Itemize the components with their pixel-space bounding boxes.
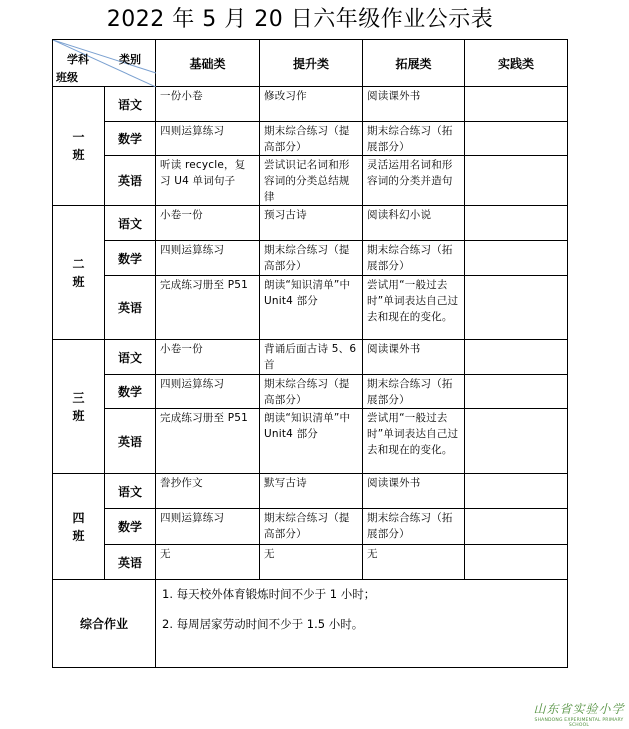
improve-cell: 期末综合练习（提高部分） [260,375,363,409]
school-logo-english: SHANDONG EXPERIMENTAL PRIMARY SCHOOL [534,718,624,728]
table-row [53,87,568,122]
extend-cell: 尝试用“一般过去时”单词表达自己过去和现在的变化。 [363,409,465,474]
school-logo-name: 山东省实验小学 [533,702,625,716]
table-row [53,409,568,474]
basic-cell: 誊抄作文 [156,474,260,509]
improve-cell: 期末综合练习（提高部分） [260,509,363,545]
basic-cell: 听读 recycle，复习 U4 单词句子 [156,156,260,206]
improve-cell: 默写古诗 [260,474,363,509]
table-row [53,276,568,340]
corner-class-label: 班级 [56,71,78,84]
extend-cell: 尝试用“一般过去时”单词表达自己过去和现在的变化。 [363,276,465,340]
improve-cell: 无 [260,545,363,580]
practice-cell [465,340,568,375]
subject-cell: 语文 [105,206,156,241]
extend-cell: 灵活运用名词和形容词的分类并造句 [363,156,465,206]
corner-subject-label: 学科 [67,53,89,66]
subject-cell: 英语 [105,409,156,474]
table-row [53,241,568,276]
class-name-cell [53,474,105,580]
improve-cell: 尝试识记名词和形容词的分类总结规律 [260,156,363,206]
basic-cell: 小卷一份 [156,340,260,375]
class-name: 四 班 [72,510,85,543]
summary-item: 1. 每天校外体育锻炼时间不少于 1 小时； [162,587,376,601]
practice-cell [465,375,568,409]
column-header-basic: 基础类 [156,40,260,87]
table-row [53,340,568,375]
improve-cell: 期末综合练习（提高部分） [260,241,363,276]
class-name: 二 班 [72,256,85,289]
basic-cell: 四则运算练习 [156,122,260,156]
table-row [53,474,568,509]
corner-category-label: 类别 [119,53,141,66]
extend-cell: 期末综合练习（拓展部分） [363,241,465,276]
practice-cell [465,409,568,474]
extend-cell: 期末综合练习（拓展部分） [363,509,465,545]
class-name-cell [53,206,105,340]
basic-cell: 一份小卷 [156,87,260,122]
subject-cell: 数学 [105,375,156,409]
extend-cell: 期末综合练习（拓展部分） [363,375,465,409]
subject-cell: 英语 [105,276,156,340]
subject-cell: 英语 [105,545,156,580]
improve-cell: 期末综合练习（提高部分） [260,122,363,156]
practice-cell [465,87,568,122]
improve-cell: 背诵后面古诗 5、6 首 [260,340,363,375]
basic-cell: 无 [156,545,260,580]
basic-cell: 完成练习册至 P51 [156,409,260,474]
summary-label: 综合作业 [53,580,156,668]
practice-cell [465,509,568,545]
improve-cell: 朗读“知识清单”中 Unit4 部分 [260,409,363,474]
table-row [53,122,568,156]
improve-cell: 预习古诗 [260,206,363,241]
improve-cell: 朗读“知识清单”中 Unit4 部分 [260,276,363,340]
column-header-improve: 提升类 [260,40,363,87]
practice-cell [465,545,568,580]
header-row [53,40,568,87]
class-name: 一 班 [72,130,85,162]
extend-cell: 阅读科幻小说 [363,206,465,241]
class-name-cell [53,340,105,474]
summary-content [156,580,568,668]
extend-cell: 阅读课外书 [363,340,465,375]
column-header-practice: 实践类 [465,40,568,87]
improve-cell: 修改习作 [260,87,363,122]
table-row [53,156,568,206]
subject-cell: 语文 [105,87,156,122]
basic-cell: 小卷一份 [156,206,260,241]
subject-cell: 语文 [105,474,156,509]
subject-cell: 数学 [105,122,156,156]
table-row [53,545,568,580]
extend-cell: 期末综合练习（拓展部分） [363,122,465,156]
homework-table [52,39,568,668]
basic-cell: 四则运算练习 [156,375,260,409]
summary-row [53,580,568,668]
table-row [53,375,568,409]
practice-cell [465,474,568,509]
practice-cell [465,241,568,276]
class-name-cell [53,87,105,206]
subject-cell: 数学 [105,241,156,276]
subject-cell: 语文 [105,340,156,375]
table-row [53,206,568,241]
summary-item: 2. 每周居家劳动时间不少于 1.5 小时。 [162,617,364,631]
corner-header-cell [53,40,156,87]
class-name: 三 班 [72,390,85,423]
practice-cell [465,156,568,206]
basic-cell: 完成练习册至 P51 [156,276,260,340]
school-logo [531,700,627,728]
practice-cell [465,206,568,241]
extend-cell: 阅读课外书 [363,87,465,122]
page-title: 2022 年 5 月 20 日六年级作业公示表 [106,7,494,32]
column-header-extend: 拓展类 [363,40,465,87]
table-row [53,509,568,545]
basic-cell: 四则运算练习 [156,509,260,545]
extend-cell: 无 [363,545,465,580]
extend-cell: 阅读课外书 [363,474,465,509]
practice-cell [465,122,568,156]
practice-cell [465,276,568,340]
subject-cell: 数学 [105,509,156,545]
subject-cell: 英语 [105,156,156,206]
basic-cell: 四则运算练习 [156,241,260,276]
